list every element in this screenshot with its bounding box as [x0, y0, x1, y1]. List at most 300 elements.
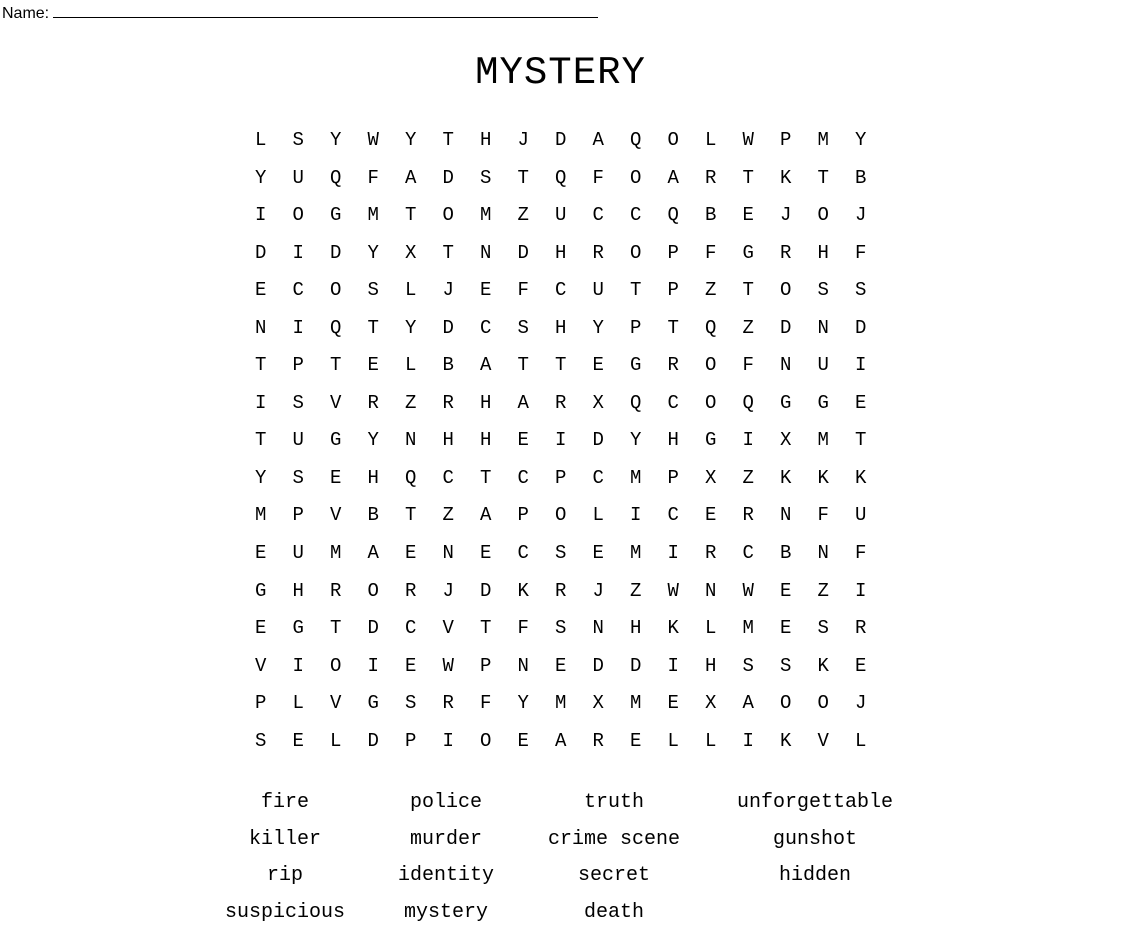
grid-letter: C	[555, 279, 567, 302]
grid-letter: M	[330, 542, 342, 565]
grid-letter: N	[780, 354, 792, 377]
grid-letter: J	[442, 579, 454, 602]
grid-letter: M	[742, 617, 754, 640]
grid-letter: V	[330, 504, 342, 527]
word-bank-item: police	[409, 791, 483, 814]
grid-letter: E	[255, 279, 267, 302]
grid-letter: P	[630, 316, 642, 339]
grid-letter: V	[255, 654, 267, 677]
grid-letter: F	[742, 354, 754, 377]
grid-letter: C	[517, 542, 529, 565]
grid-letter: S	[855, 279, 867, 302]
grid-letter: P	[255, 692, 267, 715]
grid-letter: W	[367, 129, 379, 151]
grid-letter: K	[780, 466, 792, 489]
grid-letter: U	[592, 279, 604, 302]
grid-letter: X	[780, 429, 792, 452]
word-bank-item: secret	[577, 864, 651, 887]
grid-letter: L	[255, 129, 267, 151]
grid-letter: A	[480, 504, 492, 527]
grid-letter: A	[667, 166, 679, 189]
grid-letter: K	[780, 166, 792, 189]
grid-letter: K	[817, 654, 829, 677]
grid-letter: E	[592, 542, 604, 565]
grid-letter: D	[367, 729, 379, 752]
grid-letter: T	[442, 129, 454, 151]
grid-letter: S	[255, 729, 267, 752]
grid-letter: G	[330, 429, 342, 452]
grid-letter: C	[405, 617, 417, 640]
grid-letter: T	[255, 429, 267, 452]
grid-letter: Y	[255, 166, 267, 189]
grid-letter: P	[517, 504, 529, 527]
grid-letter: I	[292, 654, 304, 677]
grid-letter: P	[780, 129, 792, 151]
grid-letter: N	[405, 429, 417, 452]
grid-letter: L	[667, 729, 679, 752]
name-label: Name:	[2, 5, 50, 22]
grid-letter: C	[517, 466, 529, 489]
grid-row	[242, 422, 879, 460]
grid-letter: A	[592, 129, 604, 151]
grid-letter: K	[667, 617, 679, 640]
grid-letter: S	[555, 542, 567, 565]
grid-letter: Z	[742, 316, 754, 339]
grid-letter: I	[292, 316, 304, 339]
grid-letter: O	[780, 279, 792, 302]
grid-letter: F	[855, 542, 867, 565]
grid-letter: E	[555, 654, 567, 677]
grid-letter: S	[742, 654, 754, 677]
grid-letter: T	[255, 354, 267, 377]
grid-letter: R	[780, 241, 792, 264]
puzzle-title: MYSTERY	[475, 51, 646, 95]
grid-letter: C	[292, 279, 304, 302]
grid-letter: I	[855, 354, 867, 377]
grid-letter: Y	[855, 129, 867, 151]
grid-letter: R	[705, 542, 717, 565]
grid-letter: I	[855, 579, 867, 602]
grid-letter: H	[555, 316, 567, 339]
grid-letter: L	[405, 279, 417, 302]
grid-letter: O	[705, 391, 717, 414]
grid-letter: P	[667, 279, 679, 302]
grid-row	[242, 347, 879, 385]
grid-letter: T	[817, 166, 829, 189]
grid-letter: Y	[517, 692, 529, 715]
grid-letter: G	[780, 391, 792, 414]
grid-letter: K	[780, 729, 792, 752]
grid-letter: T	[630, 279, 642, 302]
letter-grid	[242, 122, 879, 760]
grid-letter: F	[517, 279, 529, 302]
grid-letter: T	[330, 617, 342, 640]
grid-letter: X	[705, 466, 717, 489]
grid-letter: G	[255, 579, 267, 602]
grid-letter: S	[367, 279, 379, 302]
grid-letter: Z	[742, 466, 754, 489]
grid-letter: Y	[592, 316, 604, 339]
grid-letter: E	[292, 729, 304, 752]
grid-letter: O	[705, 354, 717, 377]
grid-letter: M	[630, 692, 642, 715]
grid-letter: G	[630, 354, 642, 377]
grid-letter: M	[630, 466, 642, 489]
grid-letter: C	[667, 391, 679, 414]
grid-letter: W	[742, 579, 754, 602]
grid-letter: E	[517, 429, 529, 452]
word-bank-item: killer	[248, 827, 322, 851]
grid-letter: U	[292, 542, 304, 565]
grid-letter: J	[780, 204, 792, 227]
grid-letter: S	[780, 654, 792, 677]
grid-letter: T	[480, 617, 492, 640]
grid-letter: M	[480, 204, 492, 227]
grid-letter: A	[742, 692, 754, 715]
grid-letter: Z	[705, 279, 717, 302]
grid-letter: H	[705, 654, 717, 677]
grid-letter: Q	[405, 466, 417, 489]
grid-letter: N	[592, 617, 604, 640]
grid-letter: G	[292, 617, 304, 640]
grid-letter: K	[817, 466, 829, 489]
grid-letter: R	[442, 692, 454, 715]
grid-letter: I	[255, 391, 267, 414]
grid-letter: E	[255, 542, 267, 565]
grid-letter: E	[480, 542, 492, 565]
grid-letter: A	[367, 542, 379, 565]
grid-letter: J	[592, 579, 604, 602]
grid-letter: D	[517, 241, 529, 264]
grid-letter: E	[405, 542, 417, 565]
grid-row	[242, 610, 879, 648]
grid-letter: E	[855, 654, 867, 677]
grid-letter: W	[442, 654, 454, 677]
grid-letter: D	[780, 316, 792, 339]
grid-letter: F	[855, 241, 867, 264]
grid-letter: N	[442, 542, 454, 565]
grid-letter: Q	[742, 391, 754, 414]
grid-row	[242, 573, 879, 611]
grid-letter: T	[555, 354, 567, 377]
grid-letter: D	[480, 579, 492, 602]
name-field-line	[2, 3, 598, 24]
grid-letter: Q	[330, 166, 342, 189]
grid-letter: L	[405, 354, 417, 377]
grid-letter: V	[442, 617, 454, 640]
grid-letter: G	[817, 391, 829, 414]
grid-letter: T	[517, 354, 529, 377]
grid-letter: C	[667, 504, 679, 527]
grid-letter: Y	[330, 129, 342, 151]
grid-letter: E	[405, 654, 417, 677]
word-bank-item: death	[583, 900, 645, 924]
grid-letter: S	[292, 466, 304, 489]
grid-letter: O	[630, 166, 642, 189]
grid-letter: R	[405, 579, 417, 602]
grid-letter: S	[292, 129, 304, 151]
grid-letter: S	[480, 166, 492, 189]
word-bank-item: rip	[266, 864, 304, 887]
grid-letter: S	[817, 617, 829, 640]
grid-letter: M	[817, 429, 829, 452]
grid-letter: T	[480, 466, 492, 489]
name-blank-line	[53, 3, 598, 18]
grid-letter: A	[517, 391, 529, 414]
grid-letter: X	[592, 692, 604, 715]
grid-letter: I	[742, 729, 754, 752]
grid-letter: C	[742, 542, 754, 565]
grid-letter: Y	[405, 316, 417, 339]
grid-letter: R	[592, 729, 604, 752]
grid-letter: R	[555, 391, 567, 414]
grid-letter: H	[480, 391, 492, 414]
grid-letter: P	[667, 241, 679, 264]
grid-letter: Y	[367, 241, 379, 264]
grid-row	[242, 385, 879, 423]
word-bank-item: mystery	[403, 900, 489, 924]
grid-letter: P	[555, 466, 567, 489]
grid-row	[242, 197, 879, 235]
grid-letter: Z	[630, 579, 642, 602]
grid-letter: D	[855, 316, 867, 339]
grid-letter: N	[480, 241, 492, 264]
grid-letter: X	[405, 241, 417, 264]
grid-letter: R	[555, 579, 567, 602]
grid-letter: B	[367, 504, 379, 527]
grid-letter: D	[555, 129, 567, 151]
word-bank-item: unforgettable	[736, 791, 894, 814]
grid-letter: M	[367, 204, 379, 227]
word-bank-row	[0, 895, 1121, 932]
grid-letter: Q	[705, 316, 717, 339]
grid-letter: H	[667, 429, 679, 452]
grid-letter: H	[480, 129, 492, 151]
grid-letter: N	[817, 316, 829, 339]
word-bank-item: identity	[397, 864, 495, 887]
grid-letter: D	[442, 316, 454, 339]
grid-letter: O	[442, 204, 454, 227]
grid-letter: U	[817, 354, 829, 377]
grid-letter: I	[742, 429, 754, 452]
grid-letter: S	[292, 391, 304, 414]
grid-letter: I	[667, 542, 679, 565]
grid-letter: W	[742, 129, 754, 151]
grid-letter: E	[480, 279, 492, 302]
grid-letter: F	[517, 617, 529, 640]
grid-letter: Y	[255, 466, 267, 489]
grid-letter: G	[330, 204, 342, 227]
word-bank-item: suspicious	[224, 900, 346, 924]
grid-letter: J	[517, 129, 529, 151]
grid-letter: E	[330, 466, 342, 489]
grid-row	[242, 535, 879, 573]
grid-letter: B	[705, 204, 717, 227]
grid-letter: V	[330, 391, 342, 414]
grid-letter: S	[555, 617, 567, 640]
grid-letter: P	[667, 466, 679, 489]
grid-letter: E	[255, 617, 267, 640]
grid-row	[242, 235, 879, 273]
grid-letter: O	[630, 241, 642, 264]
word-bank-item: crime scene	[547, 827, 681, 851]
grid-letter: L	[855, 729, 867, 752]
grid-letter: W	[667, 579, 679, 602]
grid-letter: I	[630, 504, 642, 527]
grid-letter: C	[442, 466, 454, 489]
grid-letter: I	[555, 429, 567, 452]
grid-letter: J	[855, 204, 867, 227]
grid-letter: Q	[330, 316, 342, 339]
grid-letter: L	[330, 729, 342, 752]
grid-letter: R	[330, 579, 342, 602]
grid-letter: F	[817, 504, 829, 527]
grid-letter: A	[405, 166, 417, 189]
grid-letter: O	[780, 692, 792, 715]
grid-letter: E	[367, 354, 379, 377]
grid-letter: H	[480, 429, 492, 452]
grid-letter: R	[855, 617, 867, 640]
grid-letter: T	[667, 316, 679, 339]
grid-letter: G	[705, 429, 717, 452]
grid-letter: O	[367, 579, 379, 602]
grid-row	[242, 460, 879, 498]
grid-letter: V	[817, 729, 829, 752]
grid-letter: Y	[630, 429, 642, 452]
grid-letter: I	[367, 654, 379, 677]
grid-letter: Y	[367, 429, 379, 452]
grid-letter: H	[367, 466, 379, 489]
grid-letter: U	[292, 429, 304, 452]
grid-letter: E	[592, 354, 604, 377]
grid-letter: R	[367, 391, 379, 414]
grid-letter: H	[442, 429, 454, 452]
grid-row	[242, 648, 879, 686]
grid-letter: K	[855, 466, 867, 489]
grid-letter: V	[330, 692, 342, 715]
word-bank-item: fire	[260, 791, 310, 814]
grid-letter: Z	[442, 504, 454, 527]
grid-letter: T	[517, 166, 529, 189]
grid-letter: K	[517, 579, 529, 602]
grid-letter: O	[330, 654, 342, 677]
grid-letter: L	[292, 692, 304, 715]
grid-letter: F	[367, 166, 379, 189]
grid-letter: Q	[630, 129, 642, 151]
grid-row	[242, 160, 879, 198]
grid-letter: S	[405, 692, 417, 715]
grid-letter: B	[780, 542, 792, 565]
grid-letter: M	[817, 129, 829, 151]
grid-letter: H	[292, 579, 304, 602]
grid-letter: O	[292, 204, 304, 227]
grid-letter: T	[405, 504, 417, 527]
grid-letter: H	[555, 241, 567, 264]
grid-row	[242, 272, 879, 310]
grid-letter: G	[367, 692, 379, 715]
grid-letter: Q	[630, 391, 642, 414]
grid-letter: A	[480, 354, 492, 377]
word-bank-item: hidden	[778, 864, 852, 887]
grid-letter: E	[780, 579, 792, 602]
grid-letter: L	[592, 504, 604, 527]
grid-letter: D	[330, 241, 342, 264]
grid-letter: E	[855, 391, 867, 414]
grid-letter: O	[817, 692, 829, 715]
grid-letter: Q	[555, 166, 567, 189]
grid-letter: H	[817, 241, 829, 264]
grid-letter: A	[555, 729, 567, 752]
grid-letter: T	[742, 279, 754, 302]
grid-letter: M	[555, 692, 567, 715]
grid-letter: Y	[405, 129, 417, 151]
word-bank-item: truth	[583, 791, 645, 814]
word-bank-row	[0, 822, 1121, 859]
grid-letter: N	[780, 504, 792, 527]
grid-letter: O	[555, 504, 567, 527]
grid-letter: U	[555, 204, 567, 227]
grid-letter: T	[367, 316, 379, 339]
grid-row	[242, 685, 879, 723]
grid-letter: T	[330, 354, 342, 377]
grid-letter: O	[817, 204, 829, 227]
grid-letter: R	[705, 166, 717, 189]
grid-letter: B	[855, 166, 867, 189]
grid-letter: E	[517, 729, 529, 752]
grid-letter: P	[292, 354, 304, 377]
grid-letter: M	[255, 504, 267, 527]
grid-letter: H	[630, 617, 642, 640]
grid-letter: D	[630, 654, 642, 677]
grid-letter: D	[592, 429, 604, 452]
grid-letter: Z	[817, 579, 829, 602]
grid-letter: E	[667, 692, 679, 715]
grid-letter: E	[705, 504, 717, 527]
grid-letter: M	[630, 542, 642, 565]
grid-letter: D	[442, 166, 454, 189]
grid-letter: T	[405, 204, 417, 227]
grid-letter: E	[630, 729, 642, 752]
grid-letter: N	[817, 542, 829, 565]
grid-letter: T	[742, 166, 754, 189]
grid-letter: T	[855, 429, 867, 452]
grid-letter: R	[442, 391, 454, 414]
grid-letter: N	[255, 316, 267, 339]
grid-letter: C	[592, 466, 604, 489]
word-bank-item: gunshot	[772, 827, 858, 851]
grid-letter: I	[442, 729, 454, 752]
grid-letter: S	[517, 316, 529, 339]
grid-letter: P	[405, 729, 417, 752]
grid-letter: Q	[667, 204, 679, 227]
grid-letter: J	[442, 279, 454, 302]
grid-letter: B	[442, 354, 454, 377]
grid-letter: O	[667, 129, 679, 151]
grid-row	[242, 122, 879, 160]
grid-letter: G	[742, 241, 754, 264]
word-bank-row	[0, 858, 1121, 895]
grid-letter: D	[592, 654, 604, 677]
grid-letter: T	[442, 241, 454, 264]
grid-letter: F	[592, 166, 604, 189]
grid-row	[242, 497, 879, 535]
grid-letter: L	[705, 129, 717, 151]
grid-letter: J	[855, 692, 867, 715]
grid-letter: E	[742, 204, 754, 227]
grid-letter: L	[705, 617, 717, 640]
grid-letter: P	[292, 504, 304, 527]
grid-letter: O	[330, 279, 342, 302]
